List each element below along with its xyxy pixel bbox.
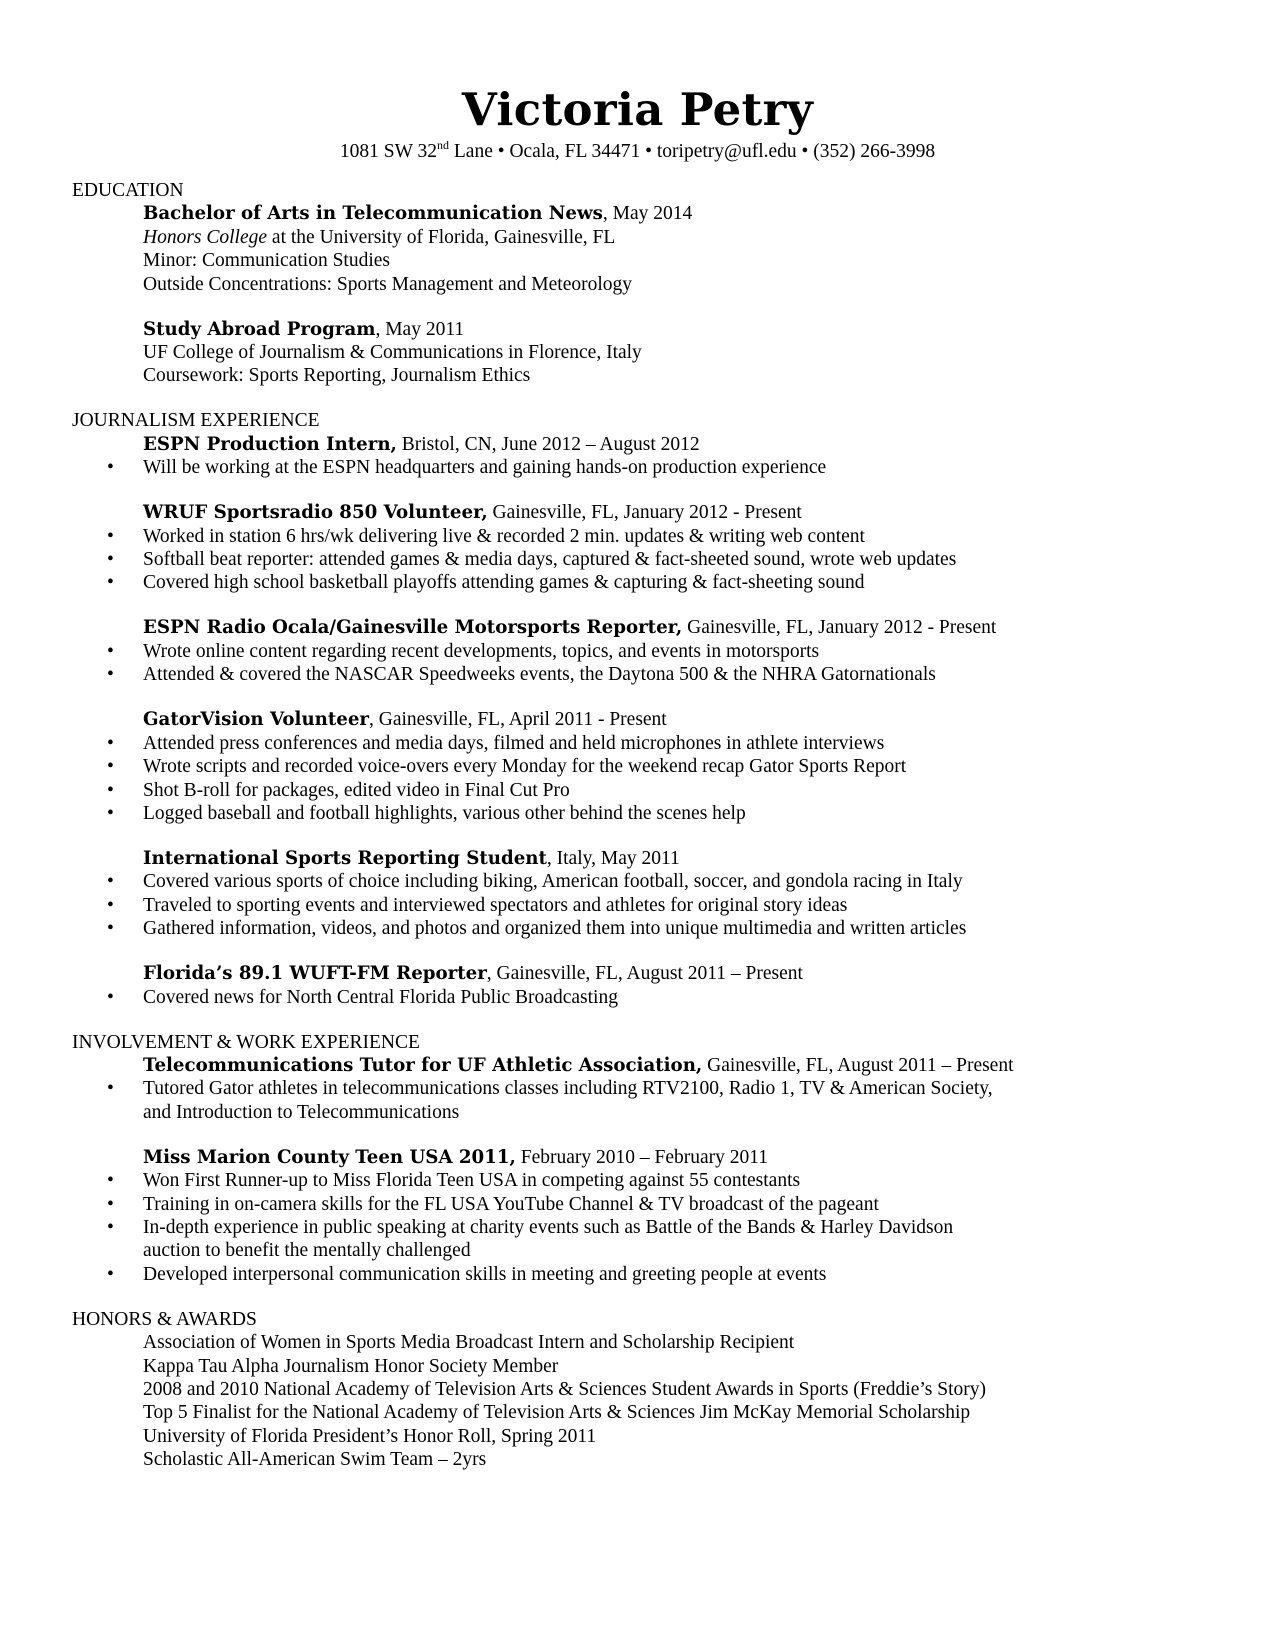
- honors-college: Honors College: [143, 226, 268, 248]
- bullet-text-continued: auction to benefit the mentally challenged: [143, 1240, 471, 1262]
- bullet-item: [72, 870, 1212, 893]
- study-abroad-date: , May 2011: [375, 318, 465, 340]
- bullet-text: Gathered information, videos, and photos and organized them into unique multimedia and written articles: [143, 918, 967, 940]
- bullet-item: [72, 1216, 1212, 1263]
- journalism-entries: [72, 433, 1212, 1031]
- bullet-marker: •: [107, 1193, 114, 1215]
- contact-details: Lane • Ocala, FL 34471 • toripetry@ufl.edu • (352) 266-3998: [449, 141, 936, 162]
- bullet-text-continued: and Introduction to Telecommunications: [143, 1101, 460, 1123]
- bullet-text: Worked in station 6 hrs/wk delivering live & recorded 2 min. updates & writing web content: [143, 525, 865, 547]
- journalism-entry: [72, 962, 1212, 1030]
- contact-line: [0, 140, 1275, 164]
- bullet-item: [72, 1077, 1212, 1124]
- involvement-tutor: [143, 1054, 1212, 1077]
- entry-title: ESPN Production Intern,: [143, 433, 397, 455]
- bullet-text: Wrote online content regarding recent developments, topics, and events in motorsports: [143, 640, 820, 662]
- honor-item: University of Florida President’s Honor Roll, Spring 2011: [143, 1425, 597, 1447]
- bullet-item: [72, 1263, 1212, 1286]
- education-degree: [143, 202, 1212, 296]
- entry-title-line: [143, 433, 1212, 456]
- degree-title-line: [143, 202, 1212, 225]
- entry-bullets: [72, 456, 1212, 479]
- bullet-text: Training in on-camera skills for the FL USA YouTube Channel & TV broadcast of the pageant: [143, 1193, 879, 1215]
- bullet-item: [72, 802, 1212, 825]
- journalism-entry: [72, 616, 1212, 708]
- bullet-marker: •: [107, 1078, 114, 1100]
- bullet-marker: •: [107, 779, 114, 801]
- bullet-marker: •: [107, 664, 114, 686]
- pageant-title-line: [143, 1146, 1212, 1169]
- pageant-detail: February 2010 – February 2011: [515, 1146, 769, 1168]
- bullet-marker: •: [107, 802, 114, 824]
- bullet-item: [72, 571, 1212, 594]
- bullet-text: Covered high school basketball playoffs attending games & capturing & fact-sheeting sound: [143, 572, 865, 594]
- bullet-marker: •: [107, 986, 114, 1008]
- bullet-marker: •: [107, 457, 114, 479]
- honor-item: Scholastic All-American Swim Team – 2yrs: [143, 1449, 487, 1471]
- entry-detail: , Gainesville, FL, August 2011 – Present: [486, 963, 803, 985]
- bullet-item: [72, 986, 1212, 1009]
- study-abroad-line2: Coursework: Sports Reporting, Journalism Ethics: [143, 365, 531, 387]
- bullet-text: Shot B-roll for packages, edited video in Final Cut Pro: [143, 779, 570, 801]
- entry-title: Florida’s 89.1 WUFT-FM Reporter: [143, 963, 487, 985]
- bullet-marker: •: [107, 918, 114, 940]
- section-heading-journalism: JOURNALISM EXPERIENCE: [72, 410, 320, 432]
- bullet-text: Tutored Gator athletes in telecommunications classes including RTV2100, Radio 1, TV & American Society,: [143, 1078, 993, 1100]
- bullet-text: Covered news for North Central Florida Public Broadcasting: [143, 986, 618, 1008]
- degree-concentrations: Outside Concentrations: Sports Management and Meteorology: [143, 273, 633, 295]
- tutor-detail: Gainesville, FL, August 2011 – Present: [702, 1054, 1014, 1076]
- bullet-item: [72, 732, 1212, 755]
- entry-title-line: [143, 501, 1212, 524]
- entry-bullets: [72, 525, 1212, 595]
- entry-detail: , Gainesville, FL, April 2011 - Present: [369, 709, 667, 731]
- bullet-marker: •: [107, 894, 114, 916]
- degree-minor: Minor: Communication Studies: [143, 250, 390, 272]
- entry-detail: , Italy, May 2011: [546, 847, 680, 869]
- resume-name: Victoria Petry: [461, 83, 814, 136]
- bullet-item: [72, 894, 1212, 917]
- bullet-item: [72, 1193, 1212, 1216]
- bullet-marker: •: [107, 871, 114, 893]
- tutor-title: Telecommunications Tutor for UF Athletic Association,: [143, 1054, 703, 1076]
- section-heading-education: EDUCATION: [72, 180, 184, 201]
- bullet-text: Attended press conferences and media days, filmed and held microphones in athlete interviews: [143, 732, 885, 754]
- bullet-marker: •: [107, 572, 114, 594]
- involvement-pageant: [143, 1146, 1212, 1169]
- entry-detail: Gainesville, FL, January 2012 - Present: [487, 502, 802, 524]
- entry-title: ESPN Radio Ocala/Gainesville Motorsports Reporter,: [143, 617, 683, 639]
- entry-bullets: [72, 870, 1212, 940]
- bullet-item: [72, 1169, 1212, 1192]
- honor-item: Top 5 Finalist for the National Academy of Television Arts & Sciences Jim McKay Memorial Scholarship: [143, 1402, 971, 1424]
- entry-title: International Sports Reporting Student: [143, 847, 547, 869]
- pageant-title: Miss Marion County Teen USA 2011,: [143, 1146, 516, 1168]
- tutor-title-line: [143, 1054, 1212, 1077]
- education-study-abroad: [143, 318, 1212, 388]
- entry-detail: Gainesville, FL, January 2012 - Present: [682, 617, 997, 639]
- bullet-marker: •: [107, 1216, 114, 1238]
- tutor-bullets: [72, 1077, 1212, 1124]
- bullet-marker: •: [107, 640, 114, 662]
- entry-bullets: [72, 732, 1212, 826]
- bullet-text: Logged baseball and football highlights, various other behind the scenes help: [143, 802, 746, 824]
- bullet-text: Won First Runner-up to Miss Florida Teen USA in competing against 55 contestants: [143, 1170, 801, 1192]
- section-heading-involvement: INVOLVEMENT & WORK EXPERIENCE: [72, 1031, 420, 1053]
- address-street: 1081 SW 32: [339, 141, 438, 162]
- journalism-entry: [72, 847, 1212, 962]
- entry-detail: Bristol, CN, June 2012 – August 2012: [396, 433, 700, 455]
- entry-title: WRUF Sportsradio 850 Volunteer,: [143, 502, 488, 524]
- study-abroad-line1: UF College of Journalism & Communications in Florence, Italy: [143, 342, 642, 364]
- bullet-item: [72, 917, 1212, 940]
- bullet-marker: •: [107, 756, 114, 778]
- bullet-text: Softball beat reporter: attended games & media days, captured & fact-sheeted sound, wrote web updates: [143, 549, 957, 571]
- address-ordinal: nd: [437, 138, 450, 152]
- honor-item: Kappa Tau Alpha Journalism Honor Society Member: [143, 1355, 559, 1377]
- bullet-text: Developed interpersonal communication skills in meeting and greeting people at events: [143, 1263, 827, 1285]
- bullet-item: [72, 640, 1212, 663]
- entry-title: GatorVision Volunteer: [143, 709, 370, 731]
- bullet-text: Covered various sports of choice including biking, American football, soccer, and gondola racing in Italy: [143, 871, 963, 893]
- degree-college-rest: at the University of Florida, Gainesville, FL: [267, 226, 616, 248]
- pageant-bullets: [72, 1169, 1212, 1286]
- bullet-marker: •: [107, 1170, 114, 1192]
- bullet-text: Will be working at the ESPN headquarters and gaining hands-on production experience: [143, 457, 827, 479]
- bullet-marker: •: [107, 549, 114, 571]
- bullet-text: Attended & covered the NASCAR Speedweeks events, the Daytona 500 & the NHRA Gatornationals: [143, 664, 936, 686]
- bullet-text: Wrote scripts and recorded voice-overs every Monday for the weekend recap Gator Sports Report: [143, 756, 907, 778]
- honor-item: Association of Women in Sports Media Broadcast Intern and Scholarship Recipient: [143, 1332, 795, 1354]
- bullet-item: [72, 525, 1212, 548]
- degree-college-line: [143, 226, 1212, 249]
- bullet-item: [72, 779, 1212, 802]
- bullet-item: [72, 755, 1212, 778]
- bullet-marker: •: [107, 525, 114, 547]
- entry-title-line: [143, 962, 1212, 985]
- bullet-marker: •: [107, 1263, 114, 1285]
- honor-item: 2008 and 2010 National Academy of Television Arts & Sciences Student Awards in Sports (Freddie’s Story): [143, 1379, 987, 1400]
- bullet-item: [72, 663, 1212, 686]
- honors-list: [143, 1331, 1212, 1471]
- bullet-text: In-depth experience in public speaking at charity events such as Battle of the Bands & Harley Davidson: [143, 1216, 954, 1238]
- bullet-item: [72, 456, 1212, 479]
- entry-bullets: [72, 986, 1212, 1009]
- degree-date: , May 2014: [602, 203, 693, 225]
- section-heading-honors: HONORS & AWARDS: [72, 1308, 257, 1330]
- journalism-entry: [72, 501, 1212, 616]
- entry-title-line: [143, 616, 1212, 639]
- resume-body: [72, 179, 1212, 1472]
- bullet-item: [72, 548, 1212, 571]
- entry-title-line: [143, 708, 1212, 731]
- degree-title: Bachelor of Arts in Telecommunication News: [143, 203, 603, 225]
- journalism-entry: [72, 708, 1212, 847]
- study-abroad-title: Study Abroad Program: [143, 318, 376, 340]
- bullet-marker: •: [107, 732, 114, 754]
- journalism-entry: [72, 433, 1212, 501]
- study-abroad-title-line: [143, 318, 1212, 341]
- bullet-text: Traveled to sporting events and interviewed spectators and athletes for original story ideas: [143, 894, 848, 916]
- entry-title-line: [143, 847, 1212, 870]
- entry-bullets: [72, 640, 1212, 687]
